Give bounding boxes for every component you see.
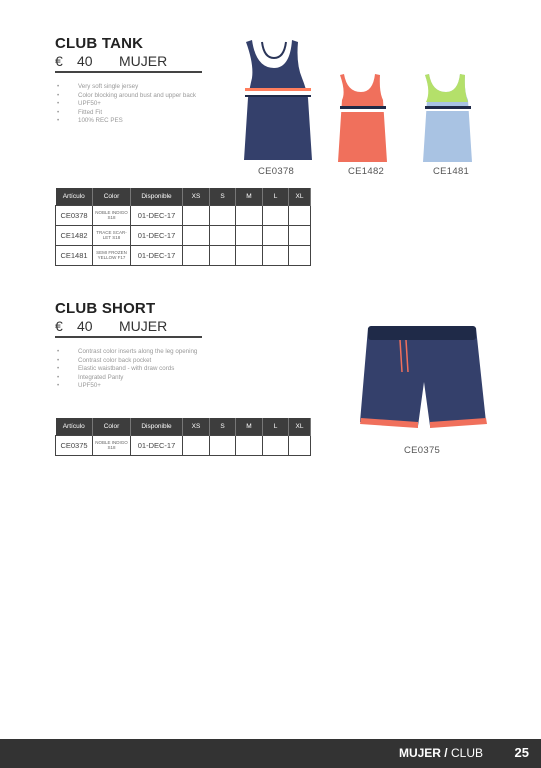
tank-sku-label: CE1482 <box>348 166 385 177</box>
short-image-navy <box>358 322 488 432</box>
qty-cell[interactable] <box>183 205 210 225</box>
article-code: CE1481 <box>56 245 93 265</box>
short-currency: € <box>55 318 63 334</box>
qty-cell[interactable] <box>183 225 210 245</box>
header-color: Color <box>93 418 131 435</box>
color-name: SEMI FROZEN YELLOW F17 <box>93 245 131 265</box>
tank-divider <box>55 71 202 73</box>
qty-cell[interactable] <box>289 205 311 225</box>
short-order-table <box>55 418 311 456</box>
short-feature: • UPF50+ <box>57 382 227 391</box>
qty-cell[interactable] <box>263 225 289 245</box>
tank-feature: • Color blocking around bust and upper back <box>57 92 207 101</box>
short-sku-label: CE0375 <box>404 445 441 456</box>
footer-section-bold: MUJER / <box>398 746 448 760</box>
short-feature: • Contrast color back pocket <box>57 357 227 366</box>
qty-cell[interactable] <box>263 245 289 265</box>
short-feature: • Contrast color inserts along the leg opening <box>57 348 227 357</box>
color-name: NOBLE INDIGO S18 <box>93 205 131 225</box>
table-row <box>56 245 311 265</box>
header-size-s: S <box>210 188 236 205</box>
available-date: 01-DEC-17 <box>131 435 183 455</box>
tank-price: 40 <box>77 53 93 69</box>
short-title: CLUB SHORT <box>55 300 156 317</box>
qty-cell[interactable] <box>210 245 236 265</box>
qty-cell[interactable] <box>263 435 289 455</box>
header-article: Artículo <box>56 418 93 435</box>
table-header-row <box>56 188 311 205</box>
header-available: Disponible <box>131 188 183 205</box>
available-date: 01-DEC-17 <box>131 245 183 265</box>
header-size-xs: XS <box>183 418 210 435</box>
tank-feature-list <box>57 83 207 126</box>
qty-cell[interactable] <box>236 225 263 245</box>
tank-gender: MUJER <box>119 53 168 69</box>
table-row <box>56 225 311 245</box>
short-feature-list <box>57 348 227 391</box>
qty-cell[interactable] <box>183 245 210 265</box>
tank-image-coral <box>335 72 390 164</box>
table-row <box>56 435 311 455</box>
article-code: CE0378 <box>56 205 93 225</box>
header-size-xs: XS <box>183 188 210 205</box>
header-size-m: M <box>236 188 263 205</box>
qty-cell[interactable] <box>289 435 311 455</box>
page-footer <box>0 739 541 768</box>
tank-order-table <box>55 188 311 266</box>
short-gender: MUJER <box>119 318 168 334</box>
qty-cell[interactable] <box>263 205 289 225</box>
short-divider <box>55 336 202 338</box>
header-size-xl: XL <box>289 418 311 435</box>
footer-section-thin: CLUB <box>450 746 483 760</box>
qty-cell[interactable] <box>210 435 236 455</box>
tank-price-row <box>55 53 167 69</box>
color-name: TRACE SCAR-LET S18 <box>93 225 131 245</box>
qty-cell[interactable] <box>289 225 311 245</box>
tank-feature: • Very soft single jersey <box>57 83 207 92</box>
tank-feature: • Fitted Fit <box>57 109 207 118</box>
tank-currency: € <box>55 53 63 69</box>
qty-cell[interactable] <box>210 205 236 225</box>
article-code: CE1482 <box>56 225 93 245</box>
qty-cell[interactable] <box>289 245 311 265</box>
available-date: 01-DEC-17 <box>131 225 183 245</box>
short-price-row <box>55 318 167 334</box>
short-feature: • Integrated Panty <box>57 374 227 383</box>
header-size-s: S <box>210 418 236 435</box>
tank-sku-label: CE0378 <box>258 166 295 177</box>
short-price: 40 <box>77 318 93 334</box>
table-row <box>56 205 311 225</box>
qty-cell[interactable] <box>236 205 263 225</box>
footer-section <box>399 746 483 760</box>
tank-image-sky <box>420 72 475 164</box>
tank-sku-label: CE1481 <box>433 166 470 177</box>
page-number: 25 <box>514 745 529 760</box>
qty-cell[interactable] <box>183 435 210 455</box>
available-date: 01-DEC-17 <box>131 205 183 225</box>
tank-image-navy <box>240 38 315 163</box>
tank-feature: • 100% REC PES <box>57 117 207 126</box>
header-article: Artículo <box>56 188 93 205</box>
qty-cell[interactable] <box>236 435 263 455</box>
tank-title: CLUB TANK <box>55 35 144 52</box>
header-size-l: L <box>263 188 289 205</box>
article-code: CE0375 <box>56 435 93 455</box>
short-feature: • Elastic waistband - with draw cords <box>57 365 227 374</box>
header-color: Color <box>93 188 131 205</box>
table-header-row <box>56 418 311 435</box>
header-available: Disponible <box>131 418 183 435</box>
header-size-l: L <box>263 418 289 435</box>
qty-cell[interactable] <box>236 245 263 265</box>
header-size-xl: XL <box>289 188 311 205</box>
color-name: NOBLE INDIGO S18 <box>93 435 131 455</box>
tank-feature: • UPF50+ <box>57 100 207 109</box>
header-size-m: M <box>236 418 263 435</box>
qty-cell[interactable] <box>210 225 236 245</box>
